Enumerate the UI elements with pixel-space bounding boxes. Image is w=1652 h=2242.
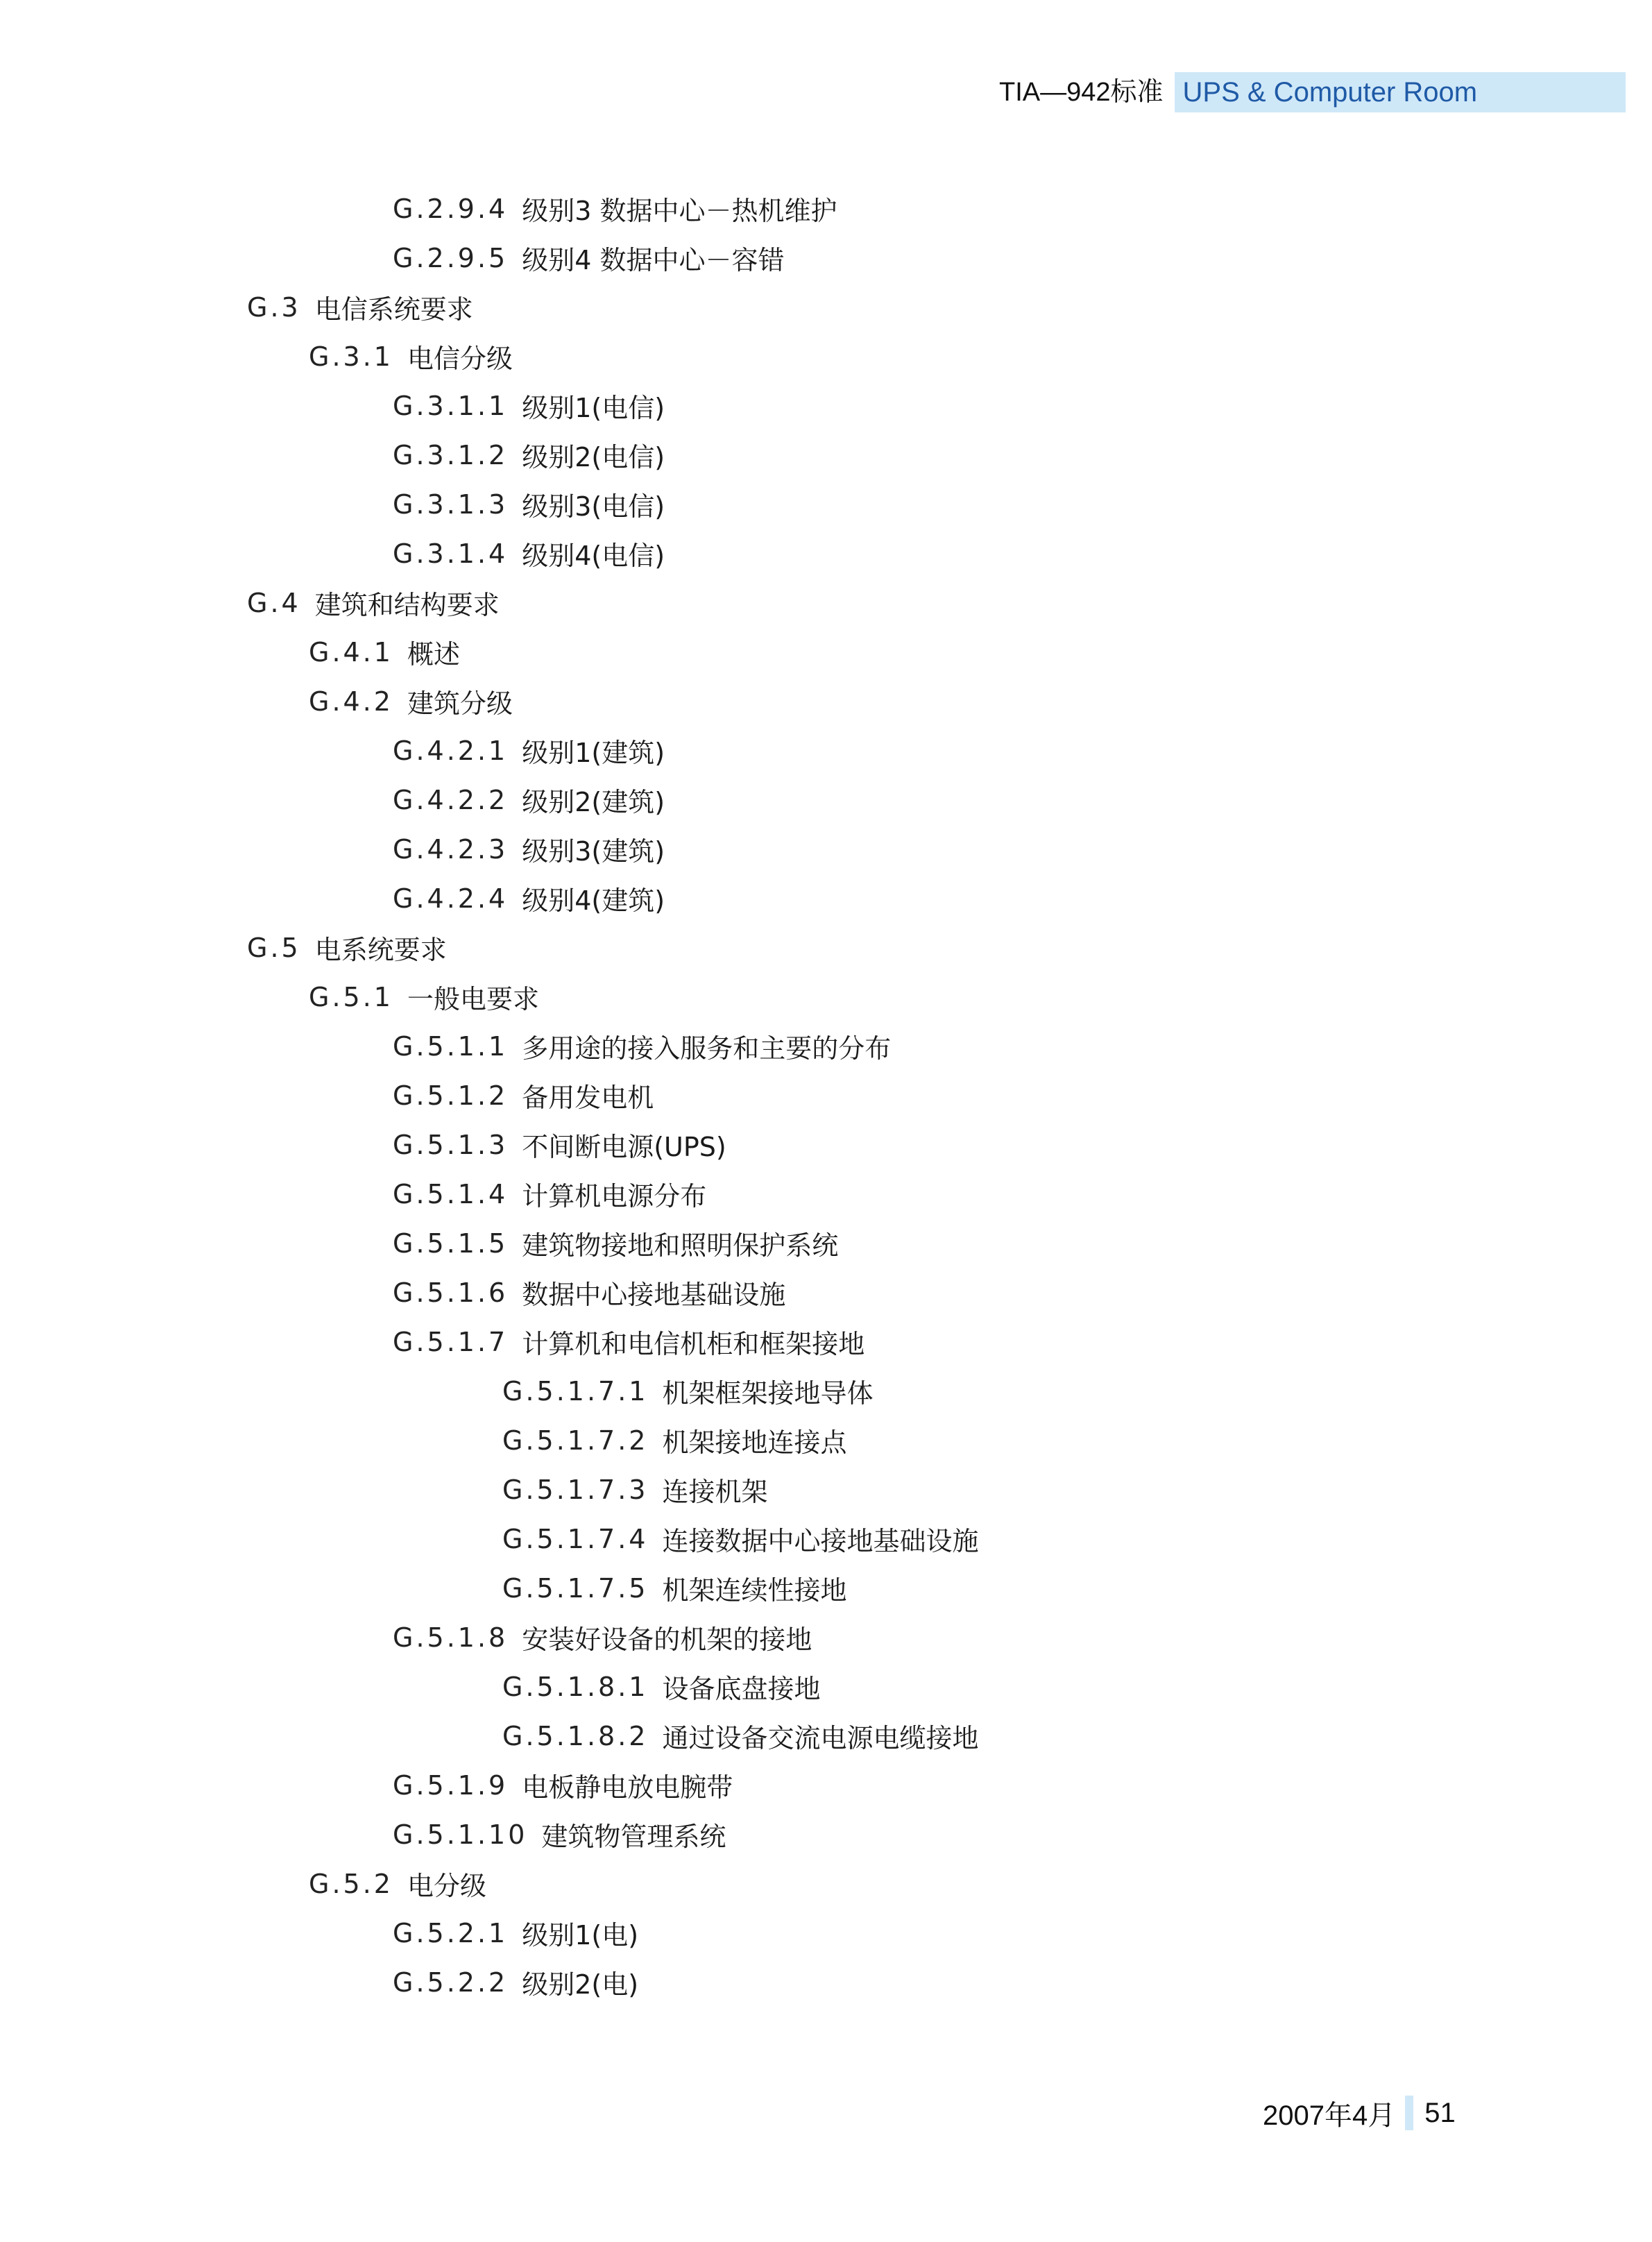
toc-entry[interactable] <box>393 1268 785 1317</box>
toc-entry-number: G.5.1.7.2 <box>502 1425 649 1456</box>
toc-entry[interactable] <box>393 775 665 824</box>
toc-entry-number: G.4.2.3 <box>393 833 509 865</box>
toc-entry-number: G.5.1.4 <box>393 1178 509 1209</box>
toc-entry[interactable] <box>393 1760 733 1810</box>
toc-entry-number: G.3.1.1 <box>393 390 509 421</box>
toc-entry[interactable] <box>502 1563 847 1613</box>
header-title: UPS & Computer Room <box>1182 76 1478 108</box>
toc-entry-title: 数据中心接地基础设施 <box>522 1280 786 1310</box>
toc-entry[interactable] <box>393 1613 812 1662</box>
toc-entry-title: 级别3(建筑) <box>522 836 665 867</box>
toc-entry[interactable] <box>393 874 665 923</box>
toc-entry-number: G.4.2.1 <box>393 735 509 766</box>
toc-entry[interactable] <box>393 1021 891 1071</box>
toc-entry[interactable] <box>502 1366 874 1416</box>
toc-entry[interactable] <box>502 1662 821 1711</box>
toc-entry-number: G.5.1.7.1 <box>502 1375 649 1407</box>
toc-entry-title: 机架框架接地导体 <box>662 1378 874 1409</box>
toc-entry[interactable] <box>393 1908 638 1957</box>
toc-entry-number: G.5.1.8.1 <box>502 1671 649 1702</box>
toc-entry-number: G.5.1.7.5 <box>502 1572 649 1604</box>
toc-entry-title: 级别2(电信) <box>522 442 665 473</box>
toc-entry-number: G.5.2.2 <box>393 1967 509 1998</box>
toc-entry[interactable] <box>393 184 837 233</box>
toc-entry-title: 级别1(电) <box>522 1920 639 1951</box>
toc-entry[interactable] <box>393 1169 706 1218</box>
toc-entry-number: G.5.1.5 <box>393 1228 509 1259</box>
toc-entry-number: G.5.1.7 <box>393 1326 509 1357</box>
toc-entry[interactable] <box>309 332 513 381</box>
toc-entry-title: 电分级 <box>407 1871 486 1901</box>
toc-entry[interactable] <box>309 627 460 677</box>
toc-entry-title: 级别3(电信) <box>522 491 665 522</box>
toc-entry-number: G.5.1 <box>309 981 393 1012</box>
toc-entry-title: 多用途的接入服务和主要的分布 <box>522 1033 892 1064</box>
toc-entry[interactable] <box>247 923 447 972</box>
toc-entry[interactable] <box>502 1711 979 1760</box>
toc-entry-number: G.5.1.7.4 <box>502 1523 649 1554</box>
toc-entry-number: G.3.1.4 <box>393 538 509 569</box>
toc-entry-title: 级别2(电) <box>522 1969 639 2000</box>
footer-date: 2007年4月 <box>1263 2100 1396 2131</box>
toc-entry-number: G.5.1.6 <box>393 1277 509 1308</box>
toc-entry-title: 电信系统要求 <box>314 294 473 325</box>
toc-entry[interactable] <box>393 726 665 775</box>
toc-entry-title: 连接机架 <box>662 1477 768 1507</box>
toc-entry-number: G.5.1.2 <box>393 1080 509 1111</box>
toc-entry-number: G.4.2.4 <box>393 883 509 914</box>
toc-entry-title: 概述 <box>407 639 460 670</box>
toc-entry-number: G.5.2 <box>309 1868 393 1899</box>
toc-entry-number: G.2.9.5 <box>393 242 509 273</box>
toc-entry[interactable] <box>393 1218 838 1268</box>
toc-entry-number: G.5.2.1 <box>393 1917 509 1948</box>
toc-entry[interactable] <box>393 381 665 430</box>
toc-entry-number: G.4.2.2 <box>393 784 509 815</box>
toc-entry[interactable] <box>393 1810 726 1859</box>
toc-entry-number: G.4 <box>247 587 301 618</box>
toc-entry-title: 设备底盘接地 <box>662 1674 821 1704</box>
toc-entry[interactable] <box>309 1859 486 1908</box>
toc-entry-number: G.3.1.2 <box>393 439 509 470</box>
toc-entry-title: 一般电要求 <box>407 984 539 1014</box>
toc-entry-title: 通过设备交流电源电缆接地 <box>662 1723 979 1753</box>
toc-entry-title: 级别1(建筑) <box>522 738 665 768</box>
toc-entry[interactable] <box>502 1514 979 1563</box>
toc-entry-title: 电板静电放电腕带 <box>522 1772 733 1803</box>
toc-entry-number: G.4.1 <box>309 636 393 668</box>
toc-entry-title: 级别4(建筑) <box>522 885 665 916</box>
toc-entry-number: G.5.1.3 <box>393 1129 509 1160</box>
toc-entry[interactable] <box>502 1416 847 1465</box>
toc-entry-number: G.5.1.8.2 <box>502 1720 649 1751</box>
toc-entry-title: 连接数据中心接地基础设施 <box>662 1526 979 1556</box>
toc-entry-title: 级别4(电信) <box>522 541 665 571</box>
toc-entry-title: 建筑和结构要求 <box>314 590 500 620</box>
toc-entry-title: 备用发电机 <box>522 1082 654 1113</box>
toc-entry[interactable] <box>502 1465 768 1514</box>
toc-entry-number: G.5.1.9 <box>393 1769 509 1801</box>
toc-entry-number: G.4.2 <box>309 686 393 717</box>
toc-entry-number: G.5.1.1 <box>393 1030 509 1062</box>
toc-entry-title: 建筑物接地和照明保护系统 <box>522 1230 839 1261</box>
toc-entry-title: 电信分级 <box>407 343 513 374</box>
toc-entry-number: G.5.1.10 <box>393 1819 528 1850</box>
toc-entry[interactable] <box>393 824 665 874</box>
header-standard-label: TIA—942标准 <box>999 78 1164 107</box>
toc-entry-number: G.3.1.3 <box>393 489 509 520</box>
toc-entry[interactable] <box>393 430 665 479</box>
toc-entry-number: G.2.9.4 <box>393 193 509 224</box>
toc-entry-title: 计算机电源分布 <box>522 1181 707 1212</box>
toc-entry-title: 计算机和电信机柜和框架接地 <box>522 1329 865 1359</box>
toc-entry[interactable] <box>393 1317 865 1366</box>
toc-entry-title: 级别3 数据中心－热机维护 <box>522 196 837 226</box>
toc-entry[interactable] <box>393 529 665 578</box>
toc-entry-number: G.3 <box>247 291 301 323</box>
toc-entry[interactable] <box>393 479 665 529</box>
toc-entry[interactable] <box>309 972 539 1021</box>
toc-entry[interactable] <box>247 282 473 332</box>
toc-entry-title: 机架接地连接点 <box>662 1427 847 1458</box>
toc-entry[interactable] <box>393 1957 638 2007</box>
toc-entry-number: G.5.1.8 <box>393 1622 509 1653</box>
toc-entry-title: 级别4 数据中心－容错 <box>522 245 785 275</box>
toc-entry-number: G.5 <box>247 932 301 963</box>
toc-entry[interactable] <box>393 233 784 282</box>
toc-entry-title: 电系统要求 <box>314 935 447 965</box>
toc-entry[interactable] <box>393 1071 654 1120</box>
toc-entry-number: G.3.1 <box>309 341 393 372</box>
page-number: 51 <box>1424 2097 1456 2128</box>
toc-entry-title: 不间断电源(UPS) <box>522 1132 726 1162</box>
toc-entry-title: 级别2(建筑) <box>522 787 665 817</box>
toc-entry[interactable] <box>247 578 500 627</box>
toc-entry-title: 安装好设备的机架的接地 <box>522 1624 812 1655</box>
toc-entry[interactable] <box>309 677 513 726</box>
toc-entry-number: G.5.1.7.3 <box>502 1474 649 1505</box>
toc-entry-title: 机架连续性接地 <box>662 1575 847 1606</box>
footer-divider <box>1405 2096 1413 2130</box>
page-footer <box>1263 2091 1456 2135</box>
toc-entry-title: 级别1(电信) <box>522 393 665 423</box>
toc-entry-title: 建筑物管理系统 <box>541 1821 726 1852</box>
toc-entry-title: 建筑分级 <box>407 688 513 719</box>
toc-entry[interactable] <box>393 1120 726 1169</box>
